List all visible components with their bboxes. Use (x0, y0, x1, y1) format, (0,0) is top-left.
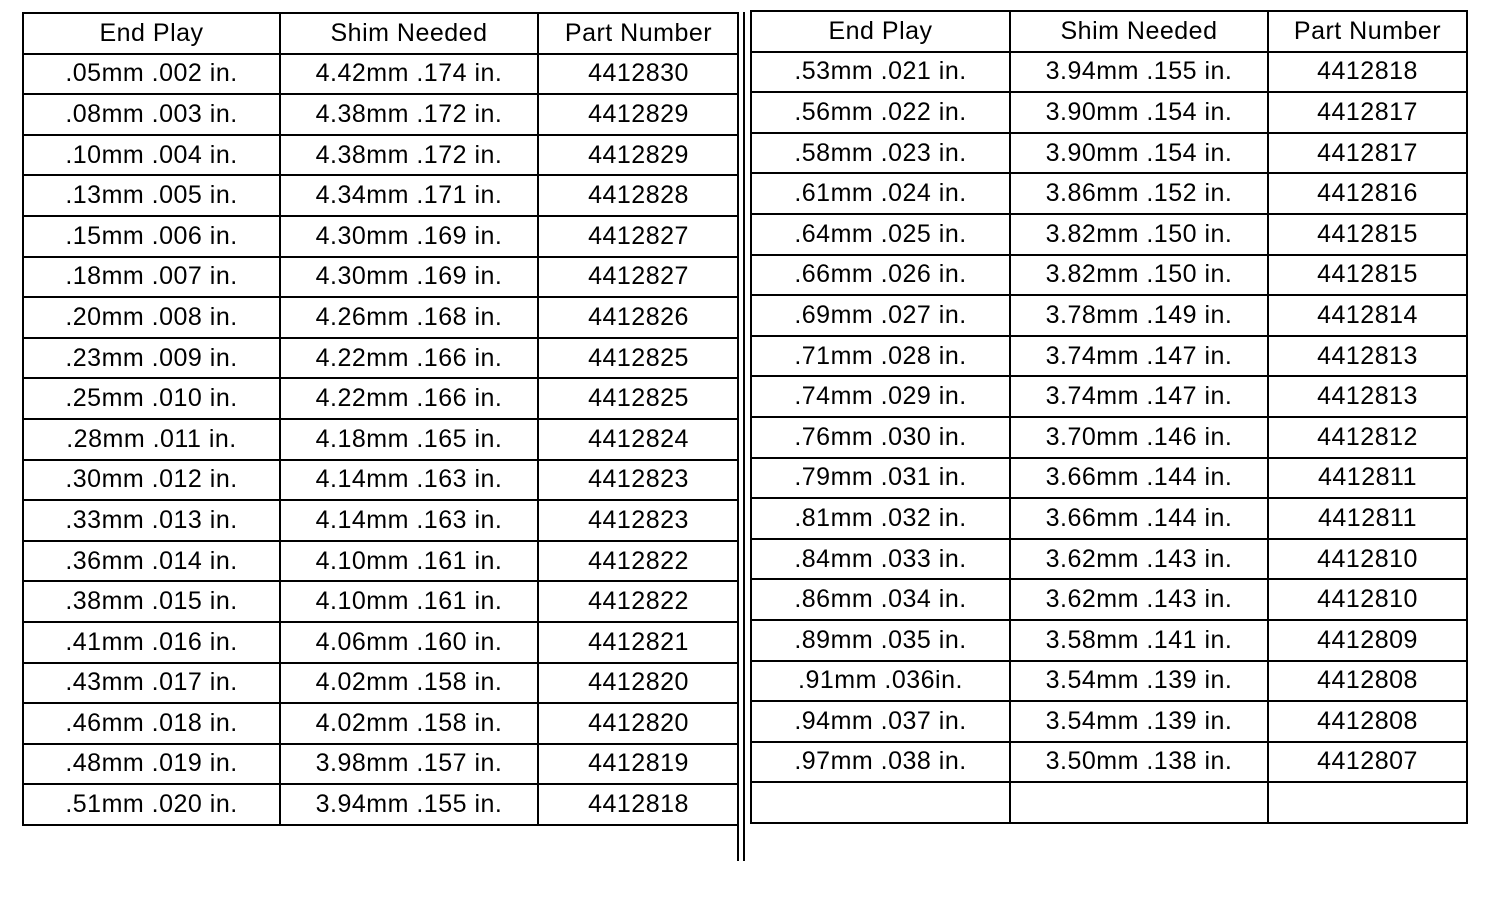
end-play-cell (751, 782, 1010, 823)
part-number-cell: 4412822 (538, 541, 739, 582)
shim-needed-cell: 3.82mm .150 in. (1010, 214, 1268, 255)
table-row (751, 336, 1467, 377)
shim-needed-cell: 3.82mm .150 in. (1010, 255, 1268, 296)
table-row (23, 703, 739, 744)
part-number-cell: 4412823 (538, 500, 739, 541)
part-number-cell: 4412817 (1268, 92, 1467, 133)
end-play-cell: .66mm .026 in. (751, 255, 1010, 296)
table-row (751, 620, 1467, 661)
table-row (751, 376, 1467, 417)
table-row (751, 92, 1467, 133)
shim-needed-cell: 3.70mm .146 in. (1010, 417, 1268, 458)
end-play-cell: .71mm .028 in. (751, 336, 1010, 377)
table-row (23, 500, 739, 541)
header-shim-needed: Shim Needed (1010, 11, 1268, 52)
part-number-cell: 4412825 (538, 378, 739, 419)
part-number-cell: 4412810 (1268, 539, 1467, 580)
part-number-cell: 4412820 (538, 663, 739, 704)
shim-needed-cell: 4.30mm .169 in. (280, 216, 538, 257)
part-number-cell: 4412826 (538, 297, 739, 338)
shim-needed-cell: 4.42mm .174 in. (280, 54, 538, 95)
part-number-cell: 4412815 (1268, 255, 1467, 296)
header-row (23, 13, 739, 54)
table-row (751, 52, 1467, 93)
shim-needed-cell: 4.14mm .163 in. (280, 460, 538, 501)
end-play-cell: .94mm .037 in. (751, 701, 1010, 742)
end-play-cell: .36mm .014 in. (23, 541, 280, 582)
end-play-cell: .13mm .005 in. (23, 175, 280, 216)
end-play-cell: .76mm .030 in. (751, 417, 1010, 458)
shim-needed-cell: 4.18mm .165 in. (280, 419, 538, 460)
part-number-cell: 4412808 (1268, 701, 1467, 742)
shim-needed-cell: 4.06mm .160 in. (280, 622, 538, 663)
part-number-cell: 4412827 (538, 216, 739, 257)
header-part-number: Part Number (538, 13, 739, 54)
end-play-cell: .79mm .031 in. (751, 458, 1010, 499)
end-play-cell: .05mm .002 in. (23, 54, 280, 95)
part-number-cell: 4412823 (538, 460, 739, 501)
shim-needed-cell: 3.78mm .149 in. (1010, 295, 1268, 336)
shim-needed-cell: 3.90mm .154 in. (1010, 133, 1268, 174)
shim-needed-cell: 3.58mm .141 in. (1010, 620, 1268, 661)
end-play-cell: .28mm .011 in. (23, 419, 280, 460)
shim-needed-cell: 3.54mm .139 in. (1010, 661, 1268, 702)
part-number-cell: 4412815 (1268, 214, 1467, 255)
end-play-cell: .91mm .036in. (751, 661, 1010, 702)
header-end-play: End Play (751, 11, 1010, 52)
part-number-cell (1268, 782, 1467, 823)
shim-needed-cell: 4.34mm .171 in. (280, 175, 538, 216)
end-play-cell: .84mm .033 in. (751, 539, 1010, 580)
shim-needed-cell: 4.10mm .161 in. (280, 581, 538, 622)
left-table-body (23, 54, 739, 825)
part-number-cell: 4412808 (1268, 661, 1467, 702)
part-number-cell: 4412807 (1268, 742, 1467, 783)
table-row (751, 173, 1467, 214)
end-play-cell: .86mm .034 in. (751, 579, 1010, 620)
end-play-cell: .43mm .017 in. (23, 663, 280, 704)
part-number-cell: 4412818 (538, 784, 739, 825)
part-number-cell: 4412812 (1268, 417, 1467, 458)
part-number-cell: 4412827 (538, 257, 739, 298)
end-play-cell: .20mm .008 in. (23, 297, 280, 338)
end-play-cell: .61mm .024 in. (751, 173, 1010, 214)
part-number-cell: 4412813 (1268, 376, 1467, 417)
end-play-cell: .74mm .029 in. (751, 376, 1010, 417)
end-play-cell: .51mm .020 in. (23, 784, 280, 825)
shim-needed-cell: 3.54mm .139 in. (1010, 701, 1268, 742)
table-row (23, 94, 739, 135)
table-row (751, 133, 1467, 174)
shim-needed-cell: 3.66mm .144 in. (1010, 458, 1268, 499)
end-play-cell: .15mm .006 in. (23, 216, 280, 257)
table-row (23, 622, 739, 663)
end-play-cell: .53mm .021 in. (751, 52, 1010, 93)
table-row (751, 498, 1467, 539)
table-row (23, 419, 739, 460)
part-number-cell: 4412810 (1268, 579, 1467, 620)
table-row (23, 581, 739, 622)
part-number-cell: 4412818 (1268, 52, 1467, 93)
table-row (23, 460, 739, 501)
end-play-cell: .33mm .013 in. (23, 500, 280, 541)
part-number-cell: 4412829 (538, 135, 739, 176)
table-row (751, 214, 1467, 255)
shim-needed-cell: 3.94mm .155 in. (280, 784, 538, 825)
table-row (751, 255, 1467, 296)
table-row (751, 701, 1467, 742)
end-play-cell: .18mm .007 in. (23, 257, 280, 298)
header-row (751, 11, 1467, 52)
part-number-cell: 4412819 (538, 744, 739, 785)
table-row (751, 458, 1467, 499)
table-row (23, 541, 739, 582)
shim-needed-cell: 3.74mm .147 in. (1010, 376, 1268, 417)
end-play-cell: .48mm .019 in. (23, 744, 280, 785)
table-row (751, 661, 1467, 702)
end-play-cell: .69mm .027 in. (751, 295, 1010, 336)
shim-needed-cell: 4.14mm .163 in. (280, 500, 538, 541)
part-number-cell: 4412828 (538, 175, 739, 216)
table-divider (737, 12, 745, 861)
shim-needed-cell (1010, 782, 1268, 823)
end-play-cell: .10mm .004 in. (23, 135, 280, 176)
right-table-body (751, 52, 1467, 823)
shim-needed-cell: 4.22mm .166 in. (280, 338, 538, 379)
end-play-cell: .81mm .032 in. (751, 498, 1010, 539)
right-shim-table-container (750, 10, 1468, 824)
shim-needed-cell: 3.62mm .143 in. (1010, 539, 1268, 580)
end-play-cell: .46mm .018 in. (23, 703, 280, 744)
shim-needed-cell: 4.02mm .158 in. (280, 703, 538, 744)
table-row (23, 784, 739, 825)
table-row (23, 54, 739, 95)
left-shim-table-container (22, 12, 740, 826)
end-play-cell: .25mm .010 in. (23, 378, 280, 419)
part-number-cell: 4412830 (538, 54, 739, 95)
left-shim-table (22, 12, 740, 826)
table-row (23, 257, 739, 298)
shim-needed-cell: 4.02mm .158 in. (280, 663, 538, 704)
shim-needed-cell: 3.90mm .154 in. (1010, 92, 1268, 133)
header-part-number: Part Number (1268, 11, 1467, 52)
end-play-cell: .38mm .015 in. (23, 581, 280, 622)
table-row (751, 417, 1467, 458)
header-end-play: End Play (23, 13, 280, 54)
table-row (23, 744, 739, 785)
table-row (751, 539, 1467, 580)
part-number-cell: 4412829 (538, 94, 739, 135)
right-shim-table (750, 10, 1468, 824)
table-row (23, 135, 739, 176)
table-row (751, 295, 1467, 336)
table-row (23, 378, 739, 419)
header-shim-needed: Shim Needed (280, 13, 538, 54)
end-play-cell: .97mm .038 in. (751, 742, 1010, 783)
shim-needed-cell: 4.38mm .172 in. (280, 135, 538, 176)
end-play-cell: .41mm .016 in. (23, 622, 280, 663)
shim-needed-cell: 4.22mm .166 in. (280, 378, 538, 419)
end-play-cell: .58mm .023 in. (751, 133, 1010, 174)
shim-needed-cell: 4.30mm .169 in. (280, 257, 538, 298)
part-number-cell: 4412820 (538, 703, 739, 744)
table-row (23, 663, 739, 704)
shim-needed-cell: 3.50mm .138 in. (1010, 742, 1268, 783)
end-play-cell: .23mm .009 in. (23, 338, 280, 379)
table-row (23, 175, 739, 216)
part-number-cell: 4412824 (538, 419, 739, 460)
shim-needed-cell: 4.26mm .168 in. (280, 297, 538, 338)
table-row (23, 216, 739, 257)
table-row (23, 297, 739, 338)
part-number-cell: 4412817 (1268, 133, 1467, 174)
part-number-cell: 4412811 (1268, 498, 1467, 539)
shim-needed-cell: 3.66mm .144 in. (1010, 498, 1268, 539)
shim-needed-cell: 3.74mm .147 in. (1010, 336, 1268, 377)
table-row (751, 742, 1467, 783)
part-number-cell: 4412814 (1268, 295, 1467, 336)
shim-needed-cell: 3.94mm .155 in. (1010, 52, 1268, 93)
part-number-cell: 4412811 (1268, 458, 1467, 499)
end-play-cell: .56mm .022 in. (751, 92, 1010, 133)
part-number-cell: 4412809 (1268, 620, 1467, 661)
table-row (23, 338, 739, 379)
shim-needed-cell: 4.10mm .161 in. (280, 541, 538, 582)
part-number-cell: 4412816 (1268, 173, 1467, 214)
shim-needed-cell: 4.38mm .172 in. (280, 94, 538, 135)
shim-needed-cell: 3.62mm .143 in. (1010, 579, 1268, 620)
end-play-cell: .08mm .003 in. (23, 94, 280, 135)
end-play-cell: .89mm .035 in. (751, 620, 1010, 661)
end-play-cell: .64mm .025 in. (751, 214, 1010, 255)
part-number-cell: 4412813 (1268, 336, 1467, 377)
part-number-cell: 4412822 (538, 581, 739, 622)
shim-needed-cell: 3.86mm .152 in. (1010, 173, 1268, 214)
end-play-cell: .30mm .012 in. (23, 460, 280, 501)
table-row (751, 782, 1467, 823)
part-number-cell: 4412825 (538, 338, 739, 379)
shim-needed-cell: 3.98mm .157 in. (280, 744, 538, 785)
part-number-cell: 4412821 (538, 622, 739, 663)
table-row (751, 579, 1467, 620)
